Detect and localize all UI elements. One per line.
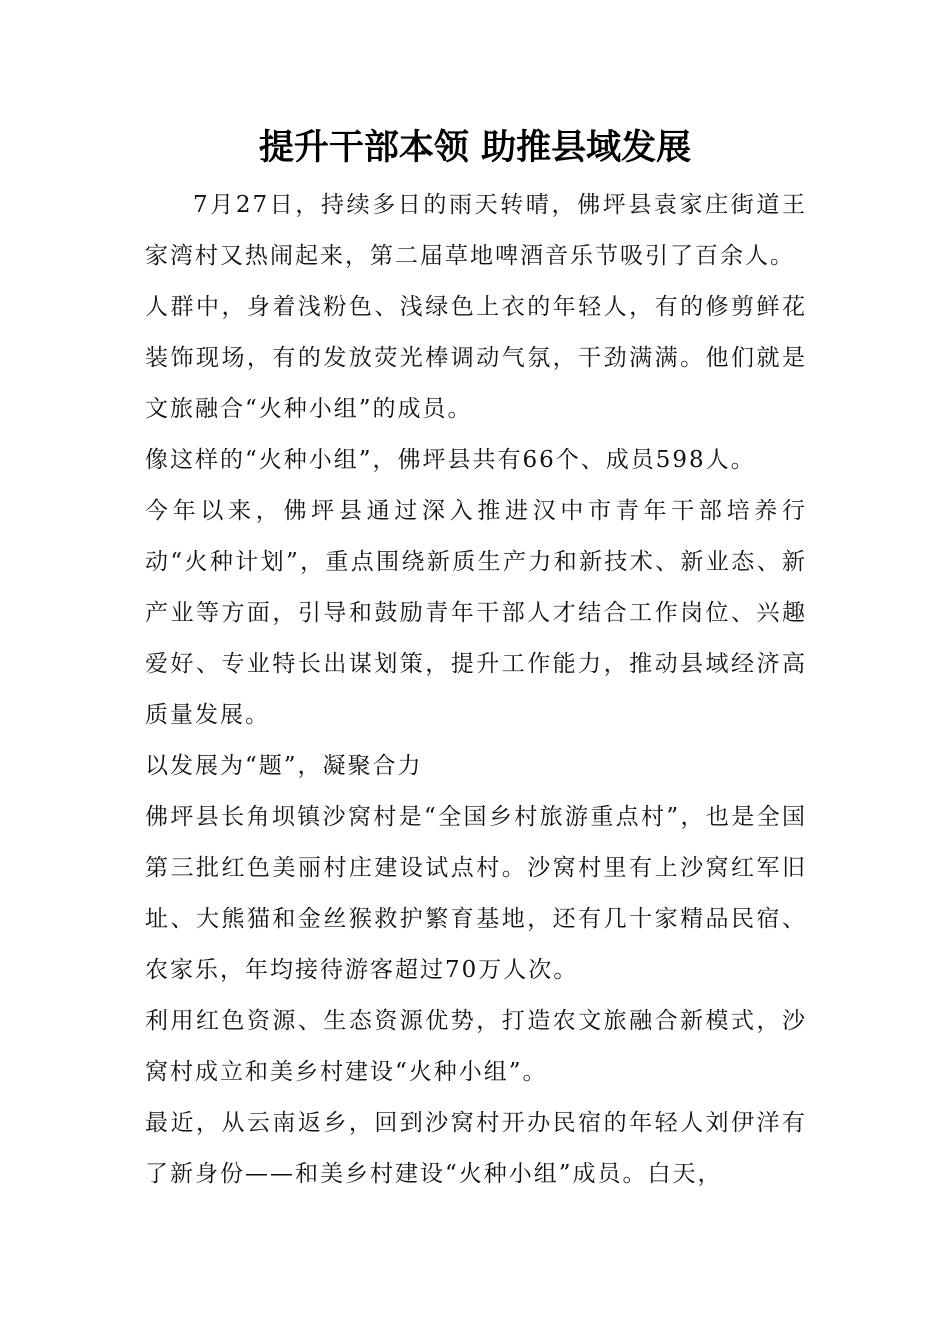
paragraph-7: 最近，从云南返乡，回到沙窝村开办民宿的年轻人刘伊洋有了新身份——和美乡村建设“火种小组”成员。白天， — [145, 1110, 807, 1187]
paragraph-2: 人群中，身着浅粉色、浅绿色上衣的年轻人，有的修剪鲜花装饰现场，有的发放荧光棒调动气氛，干劲满满。他们就是文旅融合“火种小组”的成员。 — [145, 294, 807, 422]
paragraph-4: 今年以来，佛坪县通过深入推进汉中市青年干部培养行动“火种计划”，重点围绕新质生产力和新技术、新业态、新产业等方面，引导和鼓励青年干部人才结合工作岗位、兴趣爱好、专业特长出谋划策，提升工作能力，推动县域经济高质量发展。 — [145, 498, 807, 728]
paragraph-3: 像这样的“火种小组”，佛坪县共有66个、成员598人。 — [145, 447, 756, 473]
paragraph-5: 佛坪县长角坝镇沙窝村是“全国乡村旅游重点村”，也是全国第三批红色美丽村庄建设试点村。沙窝村里有上沙窝红军旧址、大熊猫和金丝猴救护繁育基地，还有几十家精品民宿、农家乐，年均接待游客超过70万人次。 — [145, 804, 807, 983]
paragraph-1: 7月27日，持续多日的雨天转晴，佛坪县袁家庄街道王家湾村又热闹起来，第二届草地啤酒音乐节吸引了百余人。 — [145, 192, 807, 269]
paragraph-6: 利用红色资源、生态资源优势，打造农文旅融合新模式，沙窝村成立和美乡村建设“火种小组”。 — [145, 1008, 807, 1085]
document-title: 提升干部本领 助推县域发展 — [258, 127, 692, 168]
document-body — [145, 180, 807, 1200]
section-heading: 以发展为“题”，凝聚合力 — [145, 753, 423, 779]
